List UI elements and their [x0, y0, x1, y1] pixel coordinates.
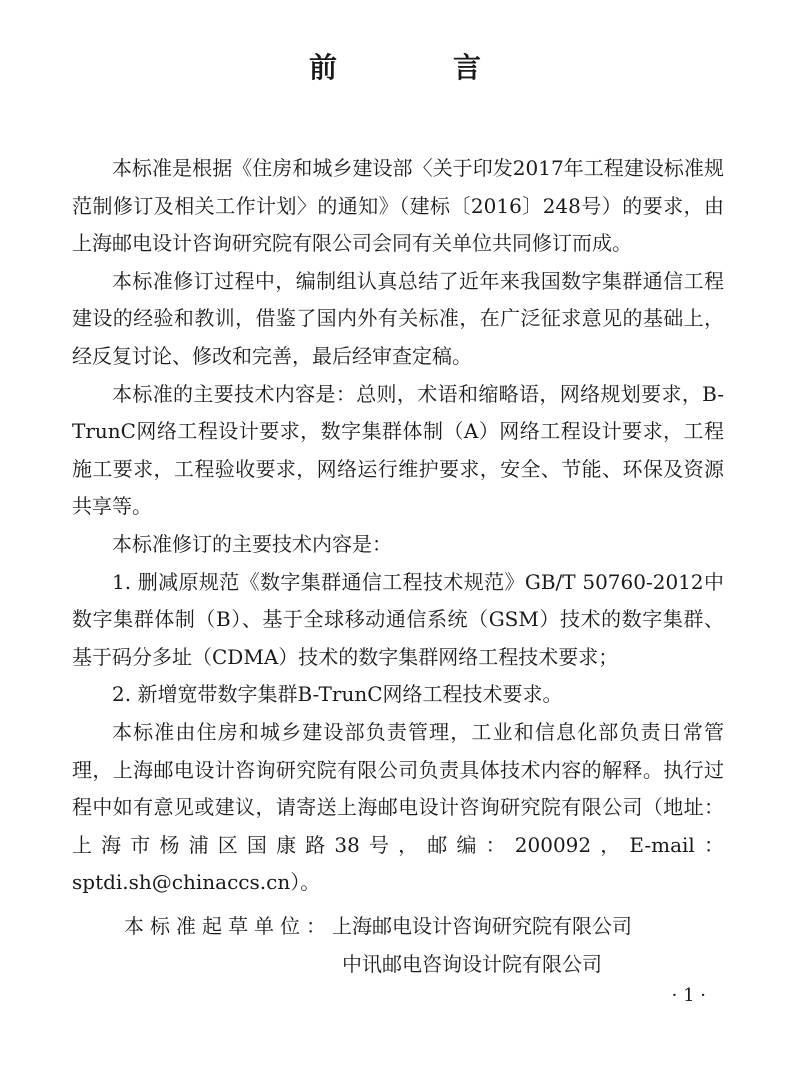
- drafting-unit-2: 中讯邮电咨询设计院有限公司: [342, 951, 602, 976]
- drafting-units: [72, 908, 724, 983]
- paragraph-management: 本标准由住房和城乡建设部负责管理，工业和信息化部负责日常管理，上海邮电设计咨询研究院有限公司负责具体技术内容的解释。执行过程中如有意见或建议，请寄送上海邮电设计咨询研究院有限公司（地址：上海市杨浦区国康路38号，邮编：200092，E-mail：sptdi.sh@chinaccs.cn）。: [72, 719, 724, 895]
- preface-body: [72, 150, 724, 902]
- page-title: 前 言: [308, 51, 525, 84]
- paragraph-revision-item-1: 1. 删减原规范《数字集群通信工程技术规范》GB/T 50760-2012中数字集群体制（B）、基于全球移动通信系统（GSM）技术的数字集群、基于码分多址（CDMA）技术的数字集群网络工程技术要求；: [72, 569, 724, 669]
- paragraph-revision-intro: 本标准修订的主要技术内容是：: [112, 531, 392, 556]
- paragraph-basis: 本标准是根据《住房和城乡建设部〈关于印发2017年工程建设标准规范制修订及相关工作计划〉的通知》（建标〔2016〕248号）的要求，由上海邮电设计咨询研究院有限公司会同有关单位共同修订而成。: [72, 156, 724, 256]
- paragraph-revision-item-2: 2. 新增宽带数字集群B-TrunC网络工程技术要求。: [112, 682, 563, 707]
- drafting-line-1: [72, 908, 724, 946]
- drafting-unit-1: 上海邮电设计咨询研究院有限公司: [332, 914, 632, 938]
- drafting-line-2: [72, 946, 724, 984]
- page-number: · 1 ·: [671, 985, 706, 1006]
- drafting-label: 本标准起草单位：: [124, 914, 332, 938]
- paragraph-process: 本标准修订过程中，编制组认真总结了近年来我国数字集群通信工程建设的经验和教训，借鉴了国内外有关标准，在广泛征求意见的基础上，经反复讨论、修改和完善，最后经审查定稿。: [72, 268, 724, 368]
- paragraph-main-content: 本标准的主要技术内容是：总则，术语和缩略语，网络规划要求，B-TrunC网络工程设计要求，数字集群体制（A）网络工程设计要求，工程施工要求，工程验收要求，网络运行维护要求，安全、节能、环保及资源共享等。: [72, 381, 724, 519]
